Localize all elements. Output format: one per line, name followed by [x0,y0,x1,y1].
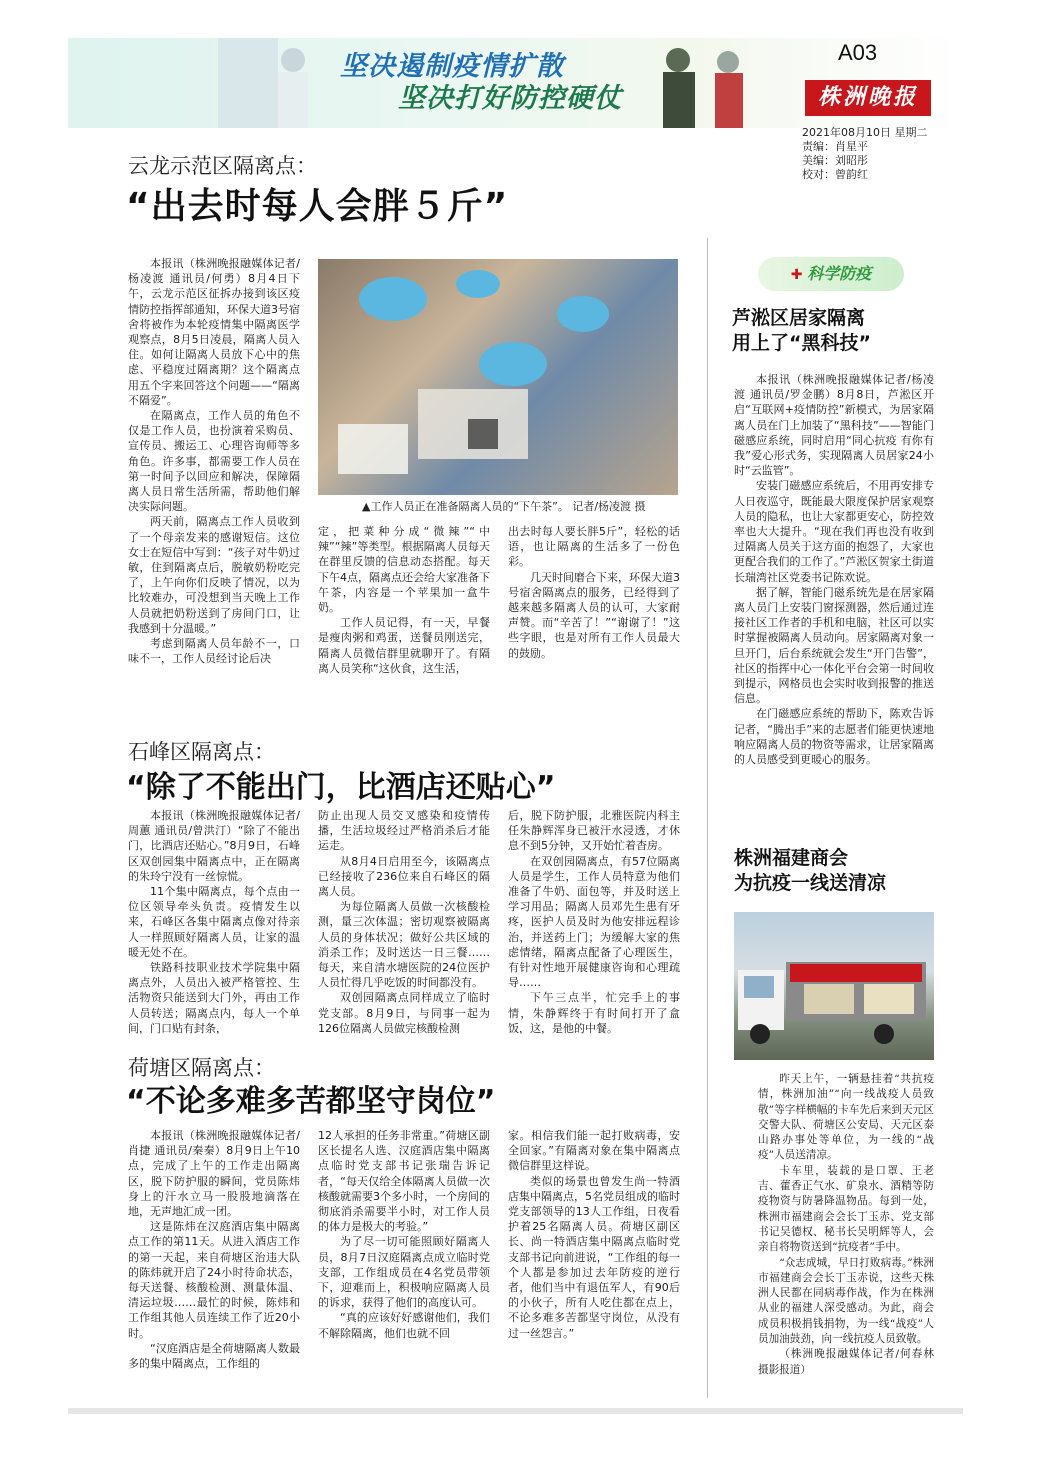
paragraph: 昨天上午，一辆悬挂着“共抗疫情，株洲加油”“向一线战疫人员致敬”等字样横幅的卡车先后来到天元区交警大队、荷塘区公安局、天元区泰山路办事处等单位，为一线的“战疫”人员送清凉。 [758,1073,934,1162]
story1-column-1 [128,256,300,714]
paragraph: 铁路科技职业技术学院集中隔离点外，人员出入被严格管控、生活物资只能送到大门外，再由工作人员转送；隔离点内，每人一个单间，门口贴有封条， [128,961,300,1034]
headline-line-1: 芦淞区居家隔离 [732,307,866,329]
slogan-line-1: 坚决遏制疫情扩散 [340,51,564,82]
slogan-line-2: 坚决打好防控硬仗 [398,83,622,114]
science-badge [758,257,904,291]
paragraph: 安装门磁感应系统后，不用再安排专人日夜巡守，既能最大限度保护居家观察人员的隐私，也让大家都更安心，防控效率也大大提升。“现在我们再也没有收到过隔离人员关于这方面的抱怨了，大家也更配合我们的工作了。”芦淞区贺家土街道长瑞湾社区党委书记陈欢说。 [734,479,934,584]
paragraph: 两天前，隔离点工作人员收到了一个母亲发来的感谢短信。这位女士在短信中写到：“孩子对牛奶过敏，住到隔离点后，脱敏奶粉吃完了，上午向你们反映了情况，以为比较难办，可没想到当天晚上工作人员就把奶粉送到了房间门口，让我感到十分温暖。” [128,515,300,635]
badge-label: 科学防疫 [807,264,872,283]
paragraph: （株洲晚报融媒体记者/何春林 摄影报道） [758,1348,934,1376]
paragraph: 考虑到隔离人员年龄不一，口味不一，工作人员经讨论后决 [128,637,300,666]
paragraph: “众志成城，早日打败病毒。”株洲市福建商会会长丁玉赤说，这些天株洲人民都在同病毒作战，作为在株洲从业的福建人深受感动。为此，商会成员积极捐钱捐物，为一线“战疫”人员加油鼓劲，向一线抗疫人员致敬。 [758,1256,934,1346]
paragraph: 在双创园隔离点，有57位隔离人员是学生，工作人员特意为他们准备了牛奶、面包等，并及时送上学习用品；隔离人员邓先生患有牙疼，医护人员及时为他安排远程诊治，并送药上门；为缓解大家的焦虑情绪，隔离点配备了心理医生，有针对性地开展健康咨询和心理疏导…… [508,854,680,990]
edition-date: 2021年08月10日 星期二 [802,126,928,139]
sidebar-story-b-photo [734,912,934,1060]
paragraph: 为每位隔离人员做一次核酸检测，量三次体温；密切观察被隔离人员的身体状况；做好公共区域的消杀工作；及时送达一日三餐……每天，来自清水塘医院的24位医护人员忙得几乎吃饭的时间都没有。 [318,900,490,990]
paragraph: 本报讯（株洲晚报融媒体记者/肖捷 通讯员/秦秦）8月9日上午10点，完成了上午的工作走出隔离区，脱下防护服的瞬间，党员陈炜身上的汗水立马一股股地滴落在地，无声地汇成一团。 [128,1129,300,1219]
paragraph: 据了解，智能门磁系统先是在居家隔离人员门上安装门窗探测器，然后通过连接社区工作者的手机和电脑，社区可以实时掌握被隔离人员动向。居家隔离对象一旦开门，后台系统就会发生“开门告警”，社区的指挥中心一体化平台会第一时间收到提示，网格员也会实时收到报警的推送信息。 [734,585,934,706]
story3-kicker: 荷塘区隔离点： [128,1056,275,1080]
paragraph: 防止出现人员交叉感染和疫情传播，生活垃圾经过严格消杀后才能运走。 [318,809,490,853]
paragraph: 在隔离点，工作人员的角色不仅是工作人员，也扮演着采购员、宣传员、搬运工、心理咨询师等多角色。许多事，都需要工作人员在第一时间予以回应和解决，保障隔离人员日常生活所需，帮助他们解决实际问题。 [128,409,300,514]
headline-line-2: 用上了“黑科技” [732,332,871,354]
headline-line-2: 为抗疫一线送清凉 [734,872,887,894]
footer-rule [68,1408,963,1414]
story1-headline: “出去时每人会胖５斤” [126,186,509,227]
paragraph: 为了尽一切可能照顾好隔离人员，8月7日汉庭隔离点成立临时党支部，工作组成员在4名党员带领下，迎难而上，积极响应隔离人员的诉求，获得了他们的高度认可。 [318,1235,490,1310]
paragraph: 卡车里，装载的是口罩、王老吉、藿香正气水、矿泉水、酒精等防疫物资与防暑降温物品。每到一处，株洲市福建商会会长丁玉赤、党支部书记吴德权、秘书长吴明辉等人，会亲自将物资送到“抗疫者”手中。 [758,1164,934,1254]
story3-column-3 [508,1128,680,1388]
sidebar-story-b-body [758,1072,934,1390]
story1-column-3 [508,524,680,714]
story3-column-1 [128,1128,300,1388]
newspaper-logo: 株洲晚报 [805,80,931,116]
story3-column-2 [318,1128,490,1388]
paragraph: 家。相信我们能一起打败病毒，安全回家。”有隔离对象在集中隔离点微信群里这样说。 [508,1129,680,1173]
story2-column-1 [128,808,300,1034]
story2-headline: “除了不能出门，比酒店还贴心” [126,770,556,805]
paragraph: “真的应该好好感谢他们，我们不解除隔离，他们也就不回 [318,1311,490,1340]
paragraph: 下午三点半，忙完手上的事情，朱静辉终于有时间打开了盒饭，这，是他的中餐。 [508,991,680,1034]
paragraph: 本报讯（株洲晚报融媒体记者/杨凌渡 通讯员/罗金鹏）8月8日，芦淞区开启“互联网+疫情防控”新模式，为居家隔离人员在门上加装了“黑科技”——智能门磁感应系统，同时启用“同心抗疫 有你有我”爱心形式务，实现隔离人员居家24小时“云监管”。 [734,373,934,478]
paragraph: 本报讯（株洲晚报融媒体记者/杨凌渡 通讯员/何勇）8月4日下午，云龙示范区征拆办接到该区疫情防控指挥部通知，环保大道3号宿舍将被作为本轮疫情集中隔离医学观察点，8月5日凌晨，隔离人员入住。如何让隔离人员放下心中的焦虑、平稳度过隔离期？这个隔离点用五个字来回答这个问题——“隔离不隔爱”。 [128,257,300,407]
story1-photo [318,259,678,495]
headline-line-1: 株洲福建商会 [734,847,849,869]
paragraph: 定，把菜种分成“微辣”“中辣”“辣”等类型。根据隔离人员每天在群里反馈的信息动态搭配。每天下午4点，隔离点还会给大家准备下午茶，内容是一个苹果加一盒牛奶。 [318,525,490,615]
story1-kicker: 云龙示范区隔离点： [128,154,317,178]
page-number: A03 [838,40,878,65]
paragraph: 几天时间磨合下来，环保大道3号宿舍隔离点的服务，已经得到了越来越多隔离人员的认可，大家耐声赞。而“辛苦了！”“谢谢了！”这些字眼，也是对所有工作人员最大的鼓励。 [508,570,680,660]
designer-credit: 美编：刘昭彤 [802,154,868,167]
story2-kicker: 石峰区隔离点： [128,740,275,764]
paragraph: 从8月4日启用至今，该隔离点已经接收了236位来自石峰区的隔离人员。 [318,854,490,899]
paragraph: 工作人员记得，有一天，早餐是瘦肉粥和鸡蛋，送餐员刚送完，隔离人员微信群里就聊开了。有隔离人员笑称“这伙食，这生活， [318,616,490,675]
edition-meta [802,126,928,182]
paragraph: 在门磁感应系统的帮助下，陈欢告诉记者，“腾出手”来的志愿者们能更快速地响应隔离人员的物资等需求，让居家隔离的人员感受到更暖心的服务。 [734,707,934,767]
paragraph: 11个集中隔离点，每个点由一位区领导牵头负责。疫情发生以来，石峰区各集中隔离点像对待亲人一样照顾好隔离人员，让家的温暖无处不在。 [128,885,300,959]
paragraph: 这是陈炜在汉庭酒店集中隔离点工作的第11天。从进入酒店工作的第一天起，来自荷塘区治违大队的陈炜就开启了24小时待命状态，每天送餐、核酸检测、测量体温、清运垃圾……最忙的时候，陈炜和工作组其他人员连续工作了近20小时。 [128,1220,300,1340]
photo-truck-delivering-supplies [734,912,934,1060]
story2-column-3 [508,808,680,1034]
paragraph: 类似的场景也曾发生尚一特酒店集中隔离点，5名党员组成的临时党支部领导的13人工作组，日夜看护着25名隔离人员。荷塘区副区长、尚一特酒店集中隔离点临时党支部书记向前进说，“工作组的每一个人都是参加过去年防疫的逆行者，他们当中有退伍军人，有90后的小伙子，所有人吃住都在点上，不论多难多苦都坚守岗位，从没有过一丝怨言。” [508,1174,680,1340]
paragraph: 双创园隔离点同样成立了临时党支部。8月9日，与同事一起为126位隔离人员做完核酸检测 [318,991,490,1034]
story2-column-2 [318,808,490,1034]
syringe-icon: ✚ [790,267,808,283]
paragraph: “汉庭酒店是全荷塘隔离人数最多的集中隔离点，工作组的 [128,1341,300,1371]
story3-headline: “不论多难多苦都坚守岗位” [126,1084,496,1119]
paragraph: 本报讯（株洲晚报融媒体记者/周蕙 通讯员/曾洪汀）“除了不能出门，比酒店还贴心。”8月9日，石峰区双创园集中隔离点中，正在隔离的朱玲宁没有一丝惊慌。 [128,809,300,883]
paragraph: 后，脱下防护服，北雅医院内科主任朱静辉浑身已被汗水浸透，才休息不到5分钟，又开始忙着杳房。 [508,809,680,853]
sidebar-story-b-headline [734,846,886,896]
paragraph: 出去时每人要长胖5斤”，轻松的话语，也让隔离的生活多了一份色彩。 [508,525,680,569]
sidebar-divider [707,238,708,1398]
editor-credit: 责编：肖星平 [802,140,868,153]
paragraph: 12人承担的任务非常重。”荷塘区副区长提名人选、汉庭酒店集中隔离点临时党支部书记张瑞告诉记者，“每天仅给全体隔离人员做一次核酸就需要3个多小时，一个房间的彻底消杀需要半小时，对工作人员的体力是极大的考验。” [318,1129,490,1234]
proofreader-credit: 校对：曾韵红 [802,168,868,181]
sidebar-story-a-headline [732,306,871,356]
sidebar-story-a-body [734,372,934,822]
story1-photo-caption: ▲工作人员正在准备隔离人员的“下午茶”。 记者/杨凌渡 摄 [362,500,646,513]
photo-workers-preparing-tea [318,259,678,495]
story1-column-2 [318,524,490,714]
